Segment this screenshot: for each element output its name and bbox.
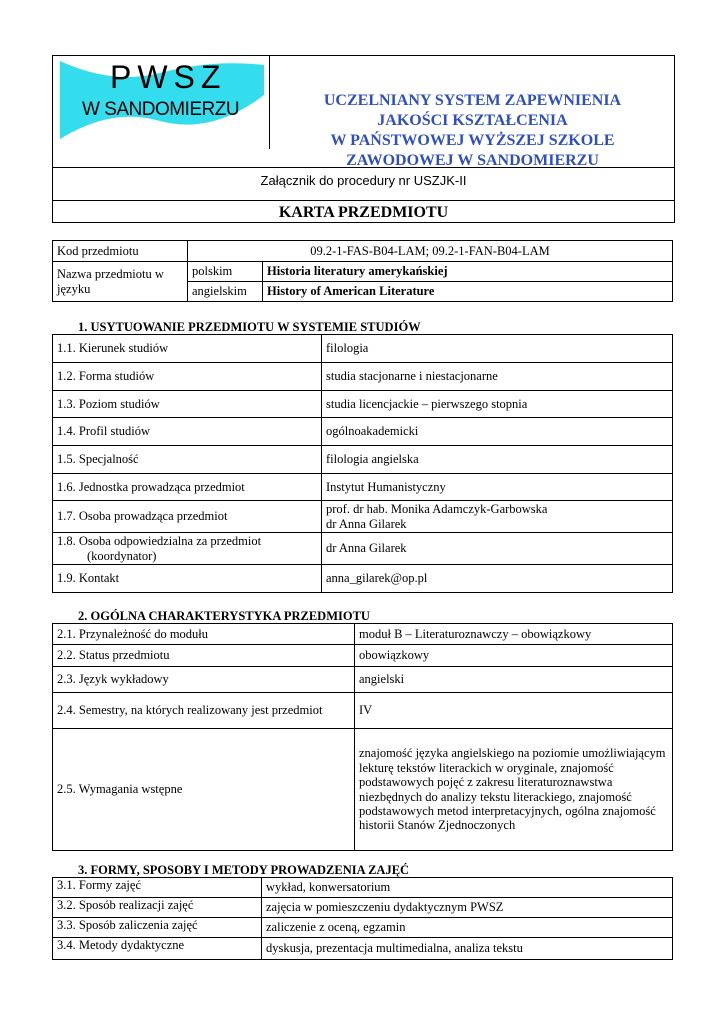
table-cell-value: studia licencjackie – pierwszego stopnia [322, 391, 673, 418]
table-cell-value: zaliczenie z oceną, egzamin [262, 918, 673, 938]
table-cell-label: 2.5. Wymagania wstępne [53, 729, 355, 851]
section2-table [52, 623, 673, 851]
university-title-line: ZAWODOWEJ W SANDOMIERZU [346, 152, 599, 169]
table-cell-value: ogólnoakademicki [322, 418, 673, 446]
table-cell-label: 2.2. Status przedmiotu [53, 645, 355, 667]
lang-en-label: angielskim [188, 282, 263, 302]
university-title-line: W PAŃSTWOWEJ WYŻSZEJ SZKOLE [330, 132, 615, 149]
table-cell-value: Instytut Humanistyczny [322, 474, 673, 501]
table-cell-label: 1.9. Kontakt [53, 565, 322, 593]
logo [52, 55, 270, 149]
document-title: KARTA PRZEDMIOTU [278, 204, 449, 221]
university-title-line: JAKOŚCI KSZTAŁCENIA [377, 112, 568, 129]
section1-table [52, 334, 673, 593]
table-cell-value: anna_gilarek@op.pl [322, 565, 673, 593]
table-cell-label: 3.3. Sposób zaliczenia zajęć [53, 918, 262, 938]
section-heading: 3. FORMY, SPOSOBY I METODY PROWADZENIA ZAJĘĆ [78, 863, 410, 877]
table-cell-line: (koordynator) [87, 548, 157, 563]
table-cell-value: znajomość języka angielskiego na poziomie umożliwiającym lekturę tekstów literackich w oryginale, znajomość podstawowych pojęć z zakresu literaturoznawstwa niezbędnych do analizy tekstu literackiego, znajomość podstawowych metod interpretacyjnych, ogólna znajomość historii Stanów Zjednoczonych [355, 729, 673, 851]
table-cell-line: dr Anna Gilarek [326, 516, 407, 531]
course-name-en: History of American Literature [263, 282, 673, 302]
table-cell-label: 1.7. Osoba prowadząca przedmiot [53, 501, 322, 533]
course-name-pl: Historia literatury amerykańskiej [263, 262, 673, 282]
table-cell-value [322, 501, 673, 533]
table-cell-label: 2.1. Przynależność do modułu [53, 624, 355, 645]
table-cell-label: 1.4. Profil studiów [53, 418, 322, 446]
section-heading: 2. OGÓLNA CHARAKTERYSTYKA PRZEDMIOTU [78, 609, 370, 623]
table-cell-value: filologia [322, 335, 673, 363]
table-cell-value: angielski [355, 667, 673, 693]
table-cell-value: filologia angielska [322, 446, 673, 474]
logo-text-main: PWSZ [110, 59, 227, 95]
course-name-label: Nazwa przedmiotu w języku [53, 262, 188, 302]
table-cell-label: 1.2. Forma studiów [53, 363, 322, 391]
course-code-label: Kod przedmiotu [53, 241, 188, 262]
logo-text-sub: W SANDOMIERZU [82, 99, 240, 120]
table-cell-value: studia stacjonarne i niestacjonarne [322, 363, 673, 391]
table-cell-label: 3.4. Metody dydaktyczne [53, 938, 262, 960]
table-cell-label: 3.1. Formy zajęć [53, 878, 262, 898]
table-cell-value: wykład, konwersatorium [262, 878, 673, 898]
course-table [52, 240, 673, 302]
table-cell-value: dr Anna Gilarek [322, 533, 673, 565]
table-cell-label: 3.2. Sposób realizacji zajęć [53, 898, 262, 918]
table-cell-value: zajęcia w pomieszczeniu dydaktycznym PWSZ [262, 898, 673, 918]
university-title [270, 55, 675, 167]
table-cell-label: 1.6. Jednostka prowadząca przedmiot [53, 474, 322, 501]
table-cell-line: 1.8. Osoba odpowiedzialna za przedmiot [57, 534, 262, 549]
section3-table [52, 877, 673, 960]
section-heading: 1. USYTUOWANIE PRZEDMIOTU W SYSTEMIE STUDIÓW [78, 320, 421, 334]
table-cell-value: IV [355, 693, 673, 729]
table-cell-line: prof. dr hab. Monika Adamczyk-Garbowska [326, 502, 548, 517]
table-cell-label: 1.5. Specjalność [53, 446, 322, 474]
lang-pl-label: polskim [188, 262, 263, 282]
table-cell-label: 2.3. Język wykładowy [53, 667, 355, 693]
table-cell-value: dyskusja, prezentacja multimedialna, analiza tekstu [262, 938, 673, 960]
table-cell-label [53, 533, 322, 565]
table-cell-label: 1.1. Kierunek studiów [53, 335, 322, 363]
table-cell-value: obowiązkowy [355, 645, 673, 667]
table-cell-label: 2.4. Semestry, na których realizowany jest przedmiot [53, 693, 355, 729]
table-cell-label: 1.3. Poziom studiów [53, 391, 322, 418]
annex-note: Załącznik do procedury nr USZJK-II [52, 167, 675, 201]
table-cell-value: moduł B – Literaturoznawczy – obowiązkowy [355, 624, 673, 645]
course-code-value: 09.2-1-FAS-B04-LAM; 09.2-1-FAN-B04-LAM [188, 241, 673, 262]
university-title-line: UCZELNIANY SYSTEM ZAPEWNIENIA [323, 92, 622, 109]
